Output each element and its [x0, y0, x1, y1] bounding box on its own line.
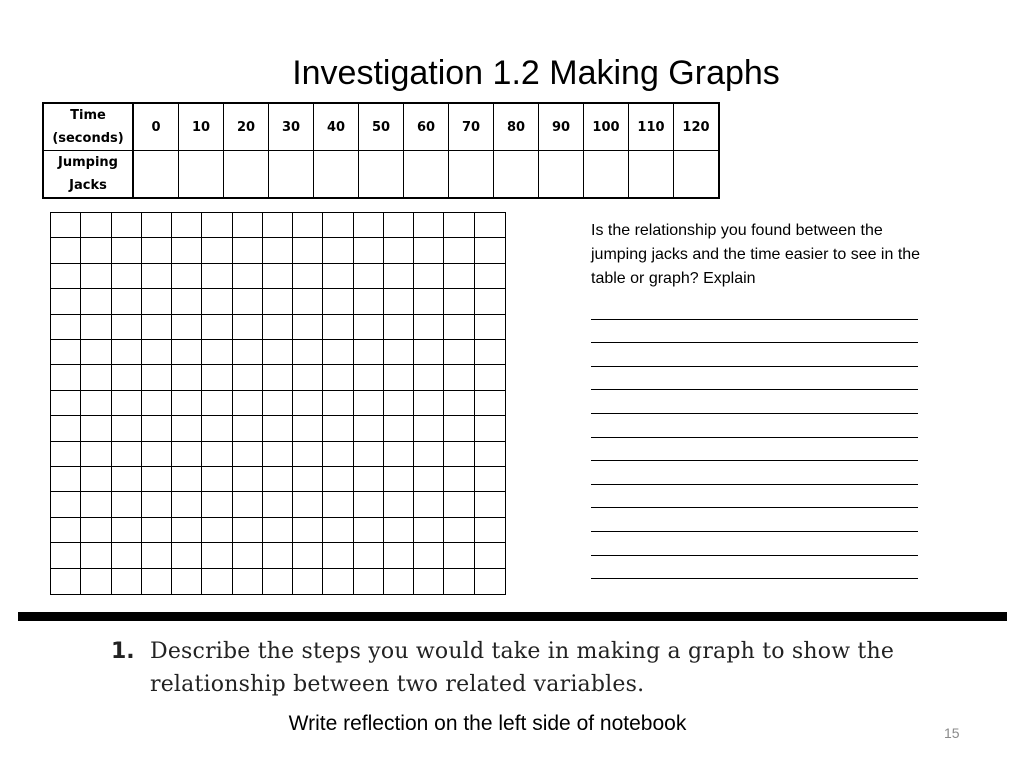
grid-cell — [384, 467, 414, 492]
answer-line[interactable] — [591, 485, 918, 509]
grid-cell — [384, 340, 414, 365]
grid-cell — [112, 467, 142, 492]
grid-cell — [112, 543, 142, 568]
grid-cell — [172, 213, 202, 238]
grid-cell — [172, 264, 202, 289]
grid-cell — [263, 416, 293, 441]
grid-cell — [323, 315, 353, 340]
jumping-jacks-row-header — [43, 151, 133, 199]
prompt-number: 1. — [111, 639, 135, 664]
jumping-jacks-cell[interactable] — [359, 151, 404, 199]
time-cell: 10 — [179, 103, 224, 151]
grid-cell — [475, 365, 505, 390]
grid-cell — [263, 442, 293, 467]
grid-cell — [354, 264, 384, 289]
grid-cell — [263, 391, 293, 416]
grid-cell — [81, 340, 111, 365]
prompt — [111, 635, 971, 701]
grid-cell — [112, 569, 142, 594]
time-cell: 120 — [674, 103, 720, 151]
grid-cell — [293, 569, 323, 594]
grid-cell — [293, 365, 323, 390]
grid-cell — [384, 264, 414, 289]
jumping-jacks-row — [43, 151, 719, 199]
grid-cell — [233, 289, 263, 314]
grid-cell — [384, 289, 414, 314]
grid-cell — [142, 365, 172, 390]
grid-cell — [414, 416, 444, 441]
grid-cell — [112, 518, 142, 543]
grid-cell — [444, 340, 474, 365]
grid-cell — [475, 416, 505, 441]
grid-cell — [293, 492, 323, 517]
grid-cell — [233, 543, 263, 568]
grid-cell — [112, 264, 142, 289]
grid-cell — [81, 391, 111, 416]
grid-cell — [384, 492, 414, 517]
grid-cell — [263, 315, 293, 340]
grid-cell — [263, 518, 293, 543]
time-row-header — [43, 103, 133, 151]
grid-cell — [202, 442, 232, 467]
grid-cell — [323, 340, 353, 365]
jumping-jacks-cell[interactable] — [404, 151, 449, 199]
grid-cell — [51, 442, 81, 467]
grid-cell — [51, 543, 81, 568]
grid-cell — [414, 518, 444, 543]
jumping-jacks-cell[interactable] — [449, 151, 494, 199]
grid-cell — [354, 391, 384, 416]
grid-cell — [142, 340, 172, 365]
divider-bar — [18, 612, 1007, 621]
grid-cell — [81, 492, 111, 517]
grid-cell — [293, 289, 323, 314]
grid-cell — [233, 264, 263, 289]
grid-cell — [444, 315, 474, 340]
grid-cell — [112, 340, 142, 365]
grid-cell — [202, 238, 232, 263]
grid-cell — [51, 391, 81, 416]
grid-cell — [444, 213, 474, 238]
grid-cell — [414, 543, 444, 568]
grid-cell — [323, 391, 353, 416]
grid-cell — [172, 442, 202, 467]
jumping-jacks-cell[interactable] — [539, 151, 584, 199]
grid-cell — [475, 492, 505, 517]
answer-line[interactable] — [591, 438, 918, 462]
grid-cell — [81, 365, 111, 390]
grid-cell — [142, 391, 172, 416]
grid-cell — [112, 492, 142, 517]
grid-cell — [475, 213, 505, 238]
grid-cell — [81, 569, 111, 594]
grid-cell — [444, 391, 474, 416]
grid-cell — [444, 569, 474, 594]
grid-cell — [444, 467, 474, 492]
grid-cell — [384, 518, 414, 543]
grid-cell — [354, 213, 384, 238]
grid-cell — [323, 365, 353, 390]
grid-cell — [444, 543, 474, 568]
grid-cell — [142, 569, 172, 594]
answer-line[interactable] — [591, 343, 918, 367]
grid-cell — [414, 289, 444, 314]
grid-cell — [172, 238, 202, 263]
grid-cell — [323, 213, 353, 238]
grid-cell — [293, 416, 323, 441]
grid-cell — [475, 238, 505, 263]
grid-cell — [233, 365, 263, 390]
grid-cell — [323, 264, 353, 289]
grid-cell — [81, 315, 111, 340]
grid-cell — [202, 340, 232, 365]
grid-cell — [172, 569, 202, 594]
grid-cell — [293, 340, 323, 365]
grid-cell — [384, 238, 414, 263]
grid-cell — [172, 391, 202, 416]
data-table — [42, 102, 720, 199]
page-title: Investigation 1.2 Making Graphs — [292, 54, 780, 92]
time-cell: 40 — [314, 103, 359, 151]
grid-cell — [202, 492, 232, 517]
grid-cell — [384, 416, 414, 441]
grid-cell — [323, 238, 353, 263]
graph-grid[interactable] — [50, 212, 506, 595]
grid-cell — [354, 518, 384, 543]
time-header-line2: (seconds) — [52, 131, 124, 146]
grid-cell — [293, 518, 323, 543]
time-cell: 90 — [539, 103, 584, 151]
time-cell: 0 — [133, 103, 179, 151]
grid-cell — [293, 442, 323, 467]
grid-cell — [202, 391, 232, 416]
grid-cell — [233, 213, 263, 238]
grid-cell — [81, 238, 111, 263]
jumping-jacks-cell[interactable] — [494, 151, 539, 199]
grid-cell — [172, 365, 202, 390]
time-cell: 80 — [494, 103, 539, 151]
reflection-instruction: Write reflection on the left side of notebook — [288, 712, 687, 735]
grid-cell — [444, 365, 474, 390]
grid-cell — [263, 289, 293, 314]
grid-cell — [354, 238, 384, 263]
grid-cell — [354, 543, 384, 568]
grid-cell — [112, 391, 142, 416]
grid-cell — [112, 238, 142, 263]
grid-cell — [414, 569, 444, 594]
grid-cell — [293, 238, 323, 263]
grid-cell — [51, 340, 81, 365]
jumping-jacks-cell[interactable] — [133, 151, 179, 199]
grid-cell — [142, 416, 172, 441]
grid-cell — [444, 264, 474, 289]
time-cell: 60 — [404, 103, 449, 151]
grid-cell — [172, 543, 202, 568]
grid-cell — [202, 569, 232, 594]
grid-cell — [202, 365, 232, 390]
answer-lines[interactable] — [591, 296, 918, 579]
grid-cell — [323, 442, 353, 467]
time-cell: 100 — [584, 103, 629, 151]
grid-cell — [414, 238, 444, 263]
grid-cell — [51, 213, 81, 238]
jacks-header-line1: Jumping — [58, 155, 118, 170]
grid-cell — [384, 213, 414, 238]
grid-cell — [414, 391, 444, 416]
grid-cell — [51, 289, 81, 314]
grid-cell — [142, 238, 172, 263]
jumping-jacks-cell[interactable] — [269, 151, 314, 199]
grid-cell — [172, 416, 202, 441]
grid-cell — [414, 442, 444, 467]
grid-cell — [202, 416, 232, 441]
grid-cell — [172, 518, 202, 543]
grid-cell — [475, 543, 505, 568]
grid-cell — [142, 492, 172, 517]
grid-cell — [354, 416, 384, 441]
answer-line[interactable] — [591, 367, 918, 391]
grid-cell — [414, 365, 444, 390]
grid-cell — [475, 467, 505, 492]
grid-cell — [172, 467, 202, 492]
grid-cell — [112, 442, 142, 467]
grid-cell — [475, 315, 505, 340]
grid-cell — [112, 289, 142, 314]
grid-cell — [263, 340, 293, 365]
grid-cell — [142, 289, 172, 314]
grid-cell — [444, 416, 474, 441]
jumping-jacks-cell[interactable] — [584, 151, 629, 199]
grid-cell — [81, 416, 111, 441]
grid-cell — [172, 315, 202, 340]
grid-cell — [202, 213, 232, 238]
grid-cell — [263, 365, 293, 390]
grid-cell — [233, 391, 263, 416]
grid-cell — [51, 264, 81, 289]
grid-cell — [293, 315, 323, 340]
grid-cell — [444, 492, 474, 517]
time-header-line1: Time — [70, 108, 106, 123]
grid-cell — [51, 492, 81, 517]
grid-cell — [202, 315, 232, 340]
grid-cell — [233, 238, 263, 263]
grid-cell — [444, 518, 474, 543]
grid-cell — [475, 391, 505, 416]
grid-cell — [202, 264, 232, 289]
grid-cell — [323, 569, 353, 594]
prompt-text: Describe the steps you would take in making a graph to show the relationship between two related variables. — [150, 639, 895, 697]
grid-cell — [51, 315, 81, 340]
grid-cell — [414, 492, 444, 517]
grid-cell — [112, 416, 142, 441]
grid-cell — [263, 492, 293, 517]
grid-cell — [233, 518, 263, 543]
grid-cell — [51, 569, 81, 594]
grid-cell — [263, 569, 293, 594]
grid-cell — [81, 213, 111, 238]
jacks-header-line2: Jacks — [69, 178, 107, 193]
grid-cell — [81, 543, 111, 568]
answer-line[interactable] — [591, 320, 918, 344]
grid-cell — [384, 365, 414, 390]
grid-cell — [112, 365, 142, 390]
grid-cell — [81, 518, 111, 543]
grid-cell — [263, 264, 293, 289]
grid-cell — [51, 416, 81, 441]
answer-line[interactable] — [591, 532, 918, 556]
grid-cell — [233, 492, 263, 517]
grid-cell — [384, 442, 414, 467]
question-text: Is the relationship you found between the jumping jacks and the time easier to see in the table or graph? Explain — [591, 222, 921, 287]
jumping-jacks-cell[interactable] — [314, 151, 359, 199]
grid-cell — [354, 492, 384, 517]
grid-cell — [475, 442, 505, 467]
grid-cell — [354, 467, 384, 492]
grid-cell — [323, 289, 353, 314]
grid-cell — [233, 315, 263, 340]
grid-cell — [444, 289, 474, 314]
grid-cell — [233, 442, 263, 467]
grid-cell — [354, 569, 384, 594]
grid-cell — [51, 238, 81, 263]
grid-cell — [293, 264, 323, 289]
grid-cell — [202, 467, 232, 492]
grid-cell — [51, 467, 81, 492]
slide-number: 15 — [944, 725, 960, 741]
jumping-jacks-cell[interactable] — [674, 151, 720, 199]
grid-cell — [233, 340, 263, 365]
grid-cell — [263, 467, 293, 492]
jumping-jacks-cell[interactable] — [629, 151, 674, 199]
grid-cell — [384, 315, 414, 340]
grid-cell — [142, 467, 172, 492]
grid-cell — [354, 289, 384, 314]
answer-line[interactable] — [591, 296, 918, 320]
grid-cell — [202, 518, 232, 543]
grid-cell — [475, 340, 505, 365]
answer-line[interactable] — [591, 556, 918, 580]
grid-cell — [263, 543, 293, 568]
answer-line[interactable] — [591, 390, 918, 414]
grid-cell — [414, 467, 444, 492]
grid-cell — [414, 213, 444, 238]
time-cell: 20 — [224, 103, 269, 151]
grid-cell — [172, 340, 202, 365]
grid-cell — [414, 340, 444, 365]
grid-cell — [323, 492, 353, 517]
grid-cell — [51, 518, 81, 543]
grid-cell — [81, 467, 111, 492]
grid-cell — [81, 264, 111, 289]
time-cell: 30 — [269, 103, 314, 151]
grid-cell — [81, 289, 111, 314]
grid-cell — [202, 543, 232, 568]
grid-cell — [233, 416, 263, 441]
grid-cell — [475, 264, 505, 289]
grid-cell — [323, 416, 353, 441]
grid-cell — [323, 467, 353, 492]
time-cell: 50 — [359, 103, 404, 151]
grid-cell — [51, 365, 81, 390]
grid-cell — [475, 289, 505, 314]
grid-cell — [475, 569, 505, 594]
grid-cell — [293, 391, 323, 416]
grid-cell — [142, 264, 172, 289]
grid-cell — [142, 543, 172, 568]
jumping-jacks-cell[interactable] — [224, 151, 269, 199]
grid-cell — [142, 213, 172, 238]
grid-cell — [172, 492, 202, 517]
grid-cell — [172, 289, 202, 314]
grid-cell — [263, 213, 293, 238]
grid-cell — [81, 442, 111, 467]
grid-cell — [233, 569, 263, 594]
grid-cell — [142, 518, 172, 543]
grid-cell — [475, 518, 505, 543]
grid-cell — [354, 365, 384, 390]
grid-cell — [444, 238, 474, 263]
grid-cell — [354, 315, 384, 340]
grid-cell — [112, 315, 142, 340]
grid-cell — [323, 543, 353, 568]
grid-cell — [293, 467, 323, 492]
answer-line[interactable] — [591, 508, 918, 532]
grid-cell — [202, 289, 232, 314]
grid-cell — [384, 391, 414, 416]
grid-cell — [293, 543, 323, 568]
grid-cell — [142, 442, 172, 467]
grid-cell — [354, 340, 384, 365]
grid-cell — [142, 315, 172, 340]
grid-cell — [444, 442, 474, 467]
time-cell: 110 — [629, 103, 674, 151]
time-cell: 70 — [449, 103, 494, 151]
grid-cell — [323, 518, 353, 543]
grid-cell — [233, 467, 263, 492]
time-row — [43, 103, 719, 151]
answer-line[interactable] — [591, 414, 918, 438]
grid-cell — [384, 569, 414, 594]
grid-cell — [263, 238, 293, 263]
grid-cell — [384, 543, 414, 568]
grid-cell — [354, 442, 384, 467]
jumping-jacks-cell[interactable] — [179, 151, 224, 199]
grid-cell — [112, 213, 142, 238]
grid-cell — [414, 315, 444, 340]
grid-cell — [293, 213, 323, 238]
answer-line[interactable] — [591, 461, 918, 485]
grid-cell — [414, 264, 444, 289]
